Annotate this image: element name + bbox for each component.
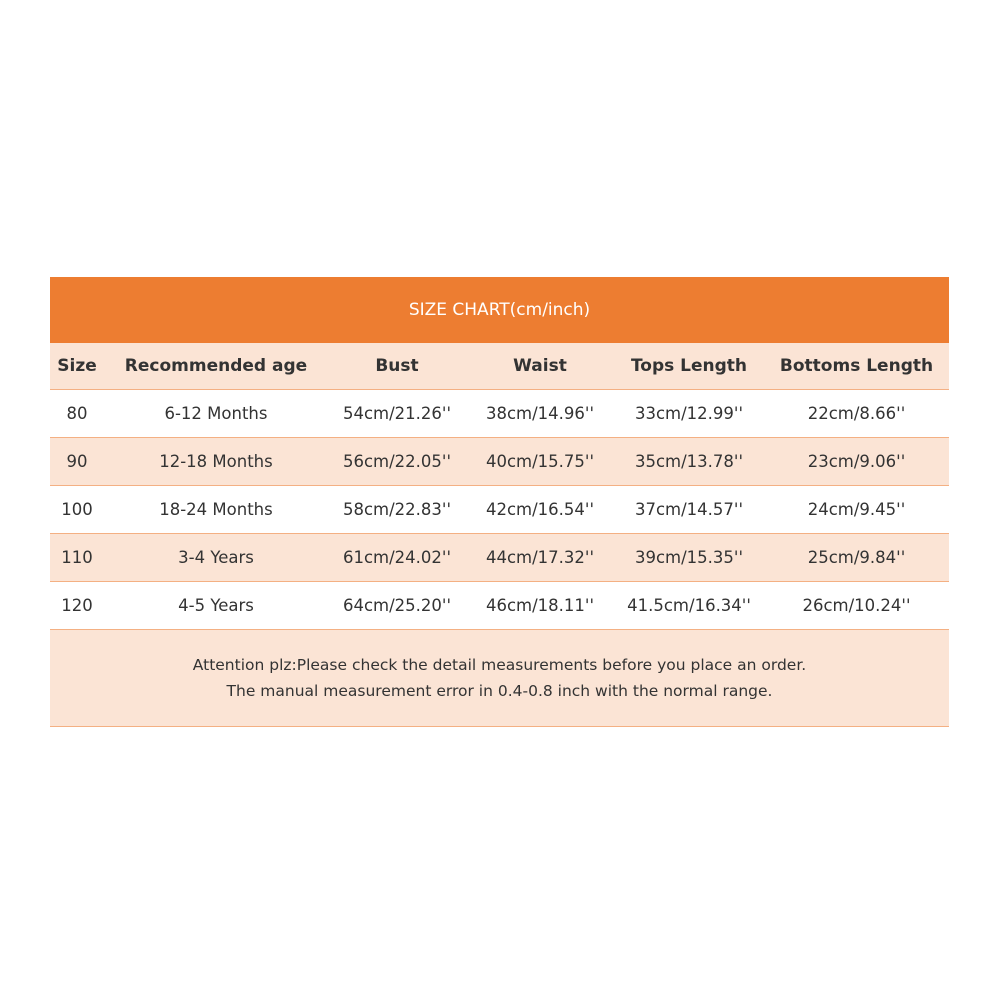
cell-tops-length: 37cm/14.57'' [614, 486, 764, 534]
cell-bottoms-length: 24cm/9.45'' [764, 486, 949, 534]
header-bust: Bust [328, 343, 466, 390]
header-waist: Waist [466, 343, 614, 390]
table-row [50, 582, 949, 630]
cell-bottoms-length: 26cm/10.24'' [764, 582, 949, 630]
cell-size: 100 [50, 486, 104, 534]
cell-bottoms-length: 22cm/8.66'' [764, 390, 949, 438]
cell-size: 120 [50, 582, 104, 630]
cell-tops-length: 39cm/15.35'' [614, 534, 764, 582]
cell-age: 18-24 Months [104, 486, 328, 534]
cell-waist: 40cm/15.75'' [466, 438, 614, 486]
cell-bottoms-length: 25cm/9.84'' [764, 534, 949, 582]
table-row [50, 534, 949, 582]
cell-waist: 42cm/16.54'' [466, 486, 614, 534]
cell-waist: 38cm/14.96'' [466, 390, 614, 438]
cell-age: 12-18 Months [104, 438, 328, 486]
cell-size: 80 [50, 390, 104, 438]
cell-tops-length: 33cm/12.99'' [614, 390, 764, 438]
cell-waist: 46cm/18.11'' [466, 582, 614, 630]
cell-size: 110 [50, 534, 104, 582]
cell-bust: 56cm/22.05'' [328, 438, 466, 486]
attention-note [50, 630, 949, 727]
table-row [50, 390, 949, 438]
header-bottoms-length: Bottoms Length [764, 343, 949, 390]
cell-waist: 44cm/17.32'' [466, 534, 614, 582]
note-line-1: Attention plz:Please check the detail measurements before you place an order. [192, 656, 807, 674]
note-line-2: The manual measurement error in 0.4-0.8 inch with the normal range. [226, 682, 773, 700]
table-row [50, 486, 949, 534]
cell-bottoms-length: 23cm/9.06'' [764, 438, 949, 486]
cell-bust: 61cm/24.02'' [328, 534, 466, 582]
header-tops-length: Tops Length [614, 343, 764, 390]
header-size: Size [50, 343, 104, 390]
chart-title: SIZE CHART(cm/inch) [50, 277, 949, 343]
header-row [50, 343, 949, 390]
size-chart [50, 277, 949, 727]
cell-size: 90 [50, 438, 104, 486]
table-row [50, 438, 949, 486]
cell-age: 6-12 Months [104, 390, 328, 438]
header-recommended-age: Recommended age [104, 343, 328, 390]
cell-age: 4-5 Years [104, 582, 328, 630]
cell-bust: 54cm/21.26'' [328, 390, 466, 438]
cell-bust: 58cm/22.83'' [328, 486, 466, 534]
cell-tops-length: 35cm/13.78'' [614, 438, 764, 486]
cell-tops-length: 41.5cm/16.34'' [614, 582, 764, 630]
cell-age: 3-4 Years [104, 534, 328, 582]
cell-bust: 64cm/25.20'' [328, 582, 466, 630]
size-table [50, 343, 949, 630]
